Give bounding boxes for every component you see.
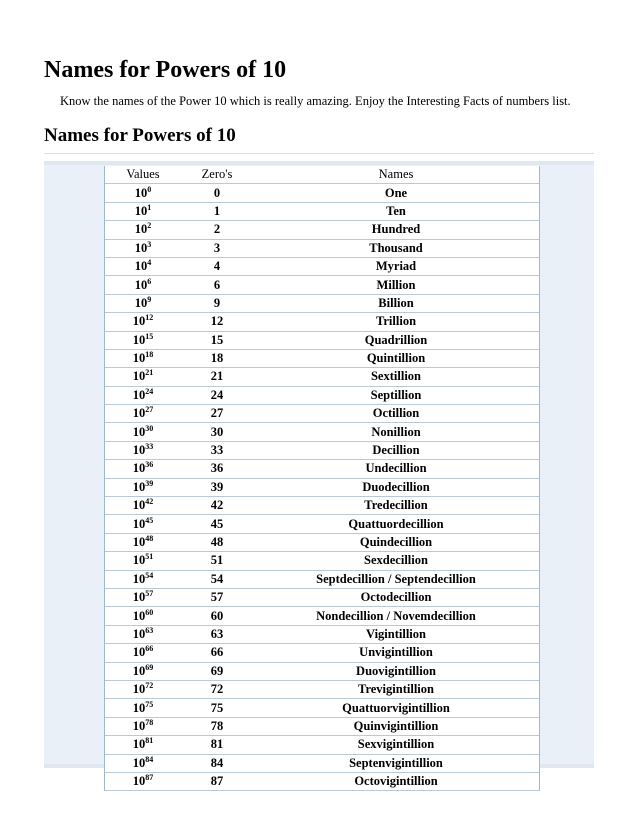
name-cell: Octillion [253,405,539,423]
power-value-cell [105,736,181,754]
table-row [105,478,539,496]
power-value [133,406,154,420]
name-cell: Sextillion [253,368,539,386]
table-row [105,644,539,662]
name-cell: Octovigintillion [253,772,539,790]
power-base: 10 [132,406,146,421]
power-value [133,388,154,402]
power-base: 10 [132,571,146,586]
power-base: 10 [132,737,146,752]
power-exponent: 18 [145,350,154,360]
name-cell: Billion [253,294,539,312]
table-row [105,441,539,459]
name-cell: Quattuorvigintillion [253,699,539,717]
table-row [105,368,539,386]
table-row [105,184,539,202]
power-value [133,498,154,512]
zeros-cell: 69 [181,662,253,680]
power-value [133,535,154,549]
table-row [105,313,539,331]
zeros-cell: 87 [181,772,253,790]
name-cell: Nonillion [253,423,539,441]
power-exponent: 60 [145,607,154,617]
name-cell: Septdecillion / Septendecillion [253,570,539,588]
table-row [105,221,539,239]
table-row [105,515,539,533]
power-base: 10 [132,516,146,531]
power-value-cell [105,294,181,312]
power-value-cell [105,405,181,423]
zeros-cell: 21 [181,368,253,386]
power-value-cell [105,441,181,459]
intro-text: Know the names of the Power 10 which is really amazing. Enjoy the Interesting Facts of numbers list. [60,94,571,108]
name-cell: Septillion [253,386,539,404]
power-exponent: 2 [147,221,152,231]
table-row [105,202,539,220]
name-cell: Septenvigintillion [253,754,539,772]
power-base: 10 [132,626,146,641]
table-row [105,294,539,312]
power-value [133,314,154,328]
power-exponent: 39 [145,478,154,488]
power-value [135,278,152,292]
table-body [105,184,539,791]
power-exponent: 12 [145,313,154,323]
power-value [135,259,152,273]
power-value-cell [105,257,181,275]
zeros-cell: 1 [181,202,253,220]
table-header-row [105,166,539,184]
power-base: 10 [132,461,146,476]
table-row [105,662,539,680]
zeros-cell: 66 [181,644,253,662]
power-exponent: 81 [145,736,154,746]
table-row [105,772,539,790]
name-cell: Trillion [253,313,539,331]
table-row [105,736,539,754]
zeros-cell: 48 [181,533,253,551]
power-value-cell [105,386,181,404]
power-exponent: 75 [145,699,154,709]
power-base: 10 [132,498,146,513]
section-divider [44,153,594,154]
power-exponent: 0 [147,184,152,194]
power-value [135,241,152,255]
power-base: 10 [132,682,146,697]
power-value [133,701,154,715]
power-exponent: 21 [145,368,154,378]
power-value-cell [105,607,181,625]
power-value-cell [105,478,181,496]
power-exponent: 33 [145,442,154,452]
power-base: 10 [132,424,146,439]
power-base: 10 [132,314,146,329]
power-value [133,351,154,365]
power-exponent: 27 [145,405,154,415]
zeros-cell: 78 [181,717,253,735]
header-names: Names [253,166,539,184]
power-exponent: 4 [147,258,152,268]
power-base: 10 [132,535,146,549]
name-cell: Quattuordecillion [253,515,539,533]
power-value [133,756,154,770]
power-value-cell [105,349,181,367]
power-base: 10 [134,295,148,310]
power-value-cell [105,552,181,570]
power-value-cell [105,625,181,643]
table-row [105,552,539,570]
power-value [135,222,152,236]
name-cell: Octodecillion [253,588,539,606]
power-exponent: 54 [145,570,154,580]
power-base: 10 [134,185,148,200]
table-row [105,717,539,735]
power-exponent: 24 [145,386,154,396]
power-base: 10 [132,608,146,623]
power-base: 10 [132,774,146,789]
name-cell: Quinvigintillion [253,717,539,735]
zeros-cell: 3 [181,239,253,257]
power-value-cell [105,515,181,533]
power-value-cell [105,202,181,220]
power-value [133,443,154,457]
name-cell: Nondecillion / Novemdecillion [253,607,539,625]
power-value [133,425,154,439]
power-base: 10 [132,351,146,366]
power-value [133,664,154,678]
section-title: Names for Powers of 10 [44,125,236,146]
power-value-cell [105,460,181,478]
power-value-cell [105,276,181,294]
power-base: 10 [134,277,148,292]
name-cell: Thousand [253,239,539,257]
power-exponent: 36 [145,460,154,470]
power-value [133,517,154,531]
name-cell: Duovigintillion [253,662,539,680]
zeros-cell: 63 [181,625,253,643]
zeros-cell: 60 [181,607,253,625]
power-value-cell [105,331,181,349]
name-cell: Sexdecillion [253,552,539,570]
power-value-cell [105,644,181,662]
power-exponent: 69 [145,662,154,672]
name-cell: Trevigintillion [253,680,539,698]
power-exponent: 63 [145,625,154,635]
name-cell: Quintillion [253,349,539,367]
power-value-cell [105,184,181,202]
table-row [105,680,539,698]
zeros-cell: 2 [181,221,253,239]
header-zeros: Zero's [181,166,253,184]
power-exponent: 84 [145,754,154,764]
power-value [133,682,154,696]
power-base: 10 [132,718,146,733]
table-row [105,239,539,257]
power-exponent: 45 [145,515,154,525]
header-values: Values [105,166,181,184]
zeros-cell: 72 [181,680,253,698]
power-value [133,645,154,659]
power-value-cell [105,533,181,551]
powers-of-ten-table [105,166,539,791]
zeros-cell: 75 [181,699,253,717]
table-row [105,570,539,588]
table-row [105,497,539,515]
power-base: 10 [132,590,146,605]
power-base: 10 [132,553,146,568]
zeros-cell: 4 [181,257,253,275]
power-exponent: 48 [145,534,154,543]
page-title: Names for Powers of 10 [44,57,287,83]
power-base: 10 [134,240,148,255]
zeros-cell: 9 [181,294,253,312]
table-row [105,607,539,625]
table-row [105,386,539,404]
power-exponent: 66 [145,644,154,654]
zeros-cell: 18 [181,349,253,367]
power-value-cell [105,497,181,515]
zeros-cell: 12 [181,313,253,331]
table-row [105,588,539,606]
power-base: 10 [132,755,146,770]
power-exponent: 15 [145,331,154,341]
name-cell: One [253,184,539,202]
zeros-cell: 36 [181,460,253,478]
power-value [133,737,154,751]
power-value-cell [105,423,181,441]
table-row [105,423,539,441]
name-cell: Undecillion [253,460,539,478]
zeros-cell: 15 [181,331,253,349]
zeros-cell: 27 [181,405,253,423]
power-value [133,572,154,586]
power-base: 10 [132,700,146,715]
power-value-cell [105,772,181,790]
power-base: 10 [134,259,148,274]
power-exponent: 87 [145,773,154,783]
power-base: 10 [134,222,148,237]
power-exponent: 9 [147,294,152,304]
powers-table-container [104,166,540,791]
name-cell: Ten [253,202,539,220]
name-cell: Tredecillion [253,497,539,515]
power-value [133,719,154,733]
power-value-cell [105,570,181,588]
power-value [133,609,154,623]
name-cell: Myriad [253,257,539,275]
power-value [135,296,152,310]
zeros-cell: 45 [181,515,253,533]
power-value [135,204,152,218]
power-value [133,553,154,567]
name-cell: Million [253,276,539,294]
power-exponent: 42 [145,497,154,507]
power-value [133,627,154,641]
power-exponent: 51 [145,552,154,562]
power-base: 10 [132,645,146,660]
power-value [133,333,154,347]
power-value [135,186,152,200]
zeros-cell: 24 [181,386,253,404]
power-value-cell [105,368,181,386]
name-cell: Unvigintillion [253,644,539,662]
power-exponent: 78 [145,717,154,727]
power-exponent: 30 [145,423,154,433]
name-cell: Sexvigintillion [253,736,539,754]
name-cell: Decillion [253,441,539,459]
zeros-cell: 42 [181,497,253,515]
zeros-cell: 6 [181,276,253,294]
power-base: 10 [132,479,146,494]
table-row [105,460,539,478]
table-row [105,331,539,349]
power-exponent: 57 [145,589,154,599]
power-value-cell [105,313,181,331]
zeros-cell: 30 [181,423,253,441]
table-row [105,257,539,275]
power-value-cell [105,662,181,680]
table-row [105,533,539,551]
name-cell: Quindecillion [253,533,539,551]
power-exponent: 6 [147,276,152,286]
name-cell: Quadrillion [253,331,539,349]
power-base: 10 [134,203,148,218]
table-row [105,625,539,643]
power-base: 10 [132,443,146,458]
table-row [105,276,539,294]
power-exponent: 72 [145,681,154,691]
zeros-cell: 81 [181,736,253,754]
power-value-cell [105,699,181,717]
name-cell: Duodecillion [253,478,539,496]
power-value-cell [105,717,181,735]
table-row [105,405,539,423]
power-value-cell [105,221,181,239]
zeros-cell: 84 [181,754,253,772]
table-row [105,699,539,717]
power-base: 10 [132,387,146,402]
power-value-cell [105,239,181,257]
name-cell: Hundred [253,221,539,239]
power-value-cell [105,680,181,698]
power-base: 10 [132,663,146,678]
power-value [133,774,154,788]
power-value-cell [105,588,181,606]
power-base: 10 [132,369,146,384]
name-cell: Vigintillion [253,625,539,643]
zeros-cell: 39 [181,478,253,496]
power-value [133,480,154,494]
power-value [133,369,154,383]
zeros-cell: 54 [181,570,253,588]
table-row [105,349,539,367]
zeros-cell: 57 [181,588,253,606]
zeros-cell: 51 [181,552,253,570]
power-value [133,461,154,475]
table-row [105,754,539,772]
power-exponent: 1 [147,202,152,212]
power-value [133,590,154,604]
zeros-cell: 0 [181,184,253,202]
power-exponent: 3 [147,239,152,249]
power-base: 10 [132,332,146,347]
zeros-cell: 33 [181,441,253,459]
power-value-cell [105,754,181,772]
